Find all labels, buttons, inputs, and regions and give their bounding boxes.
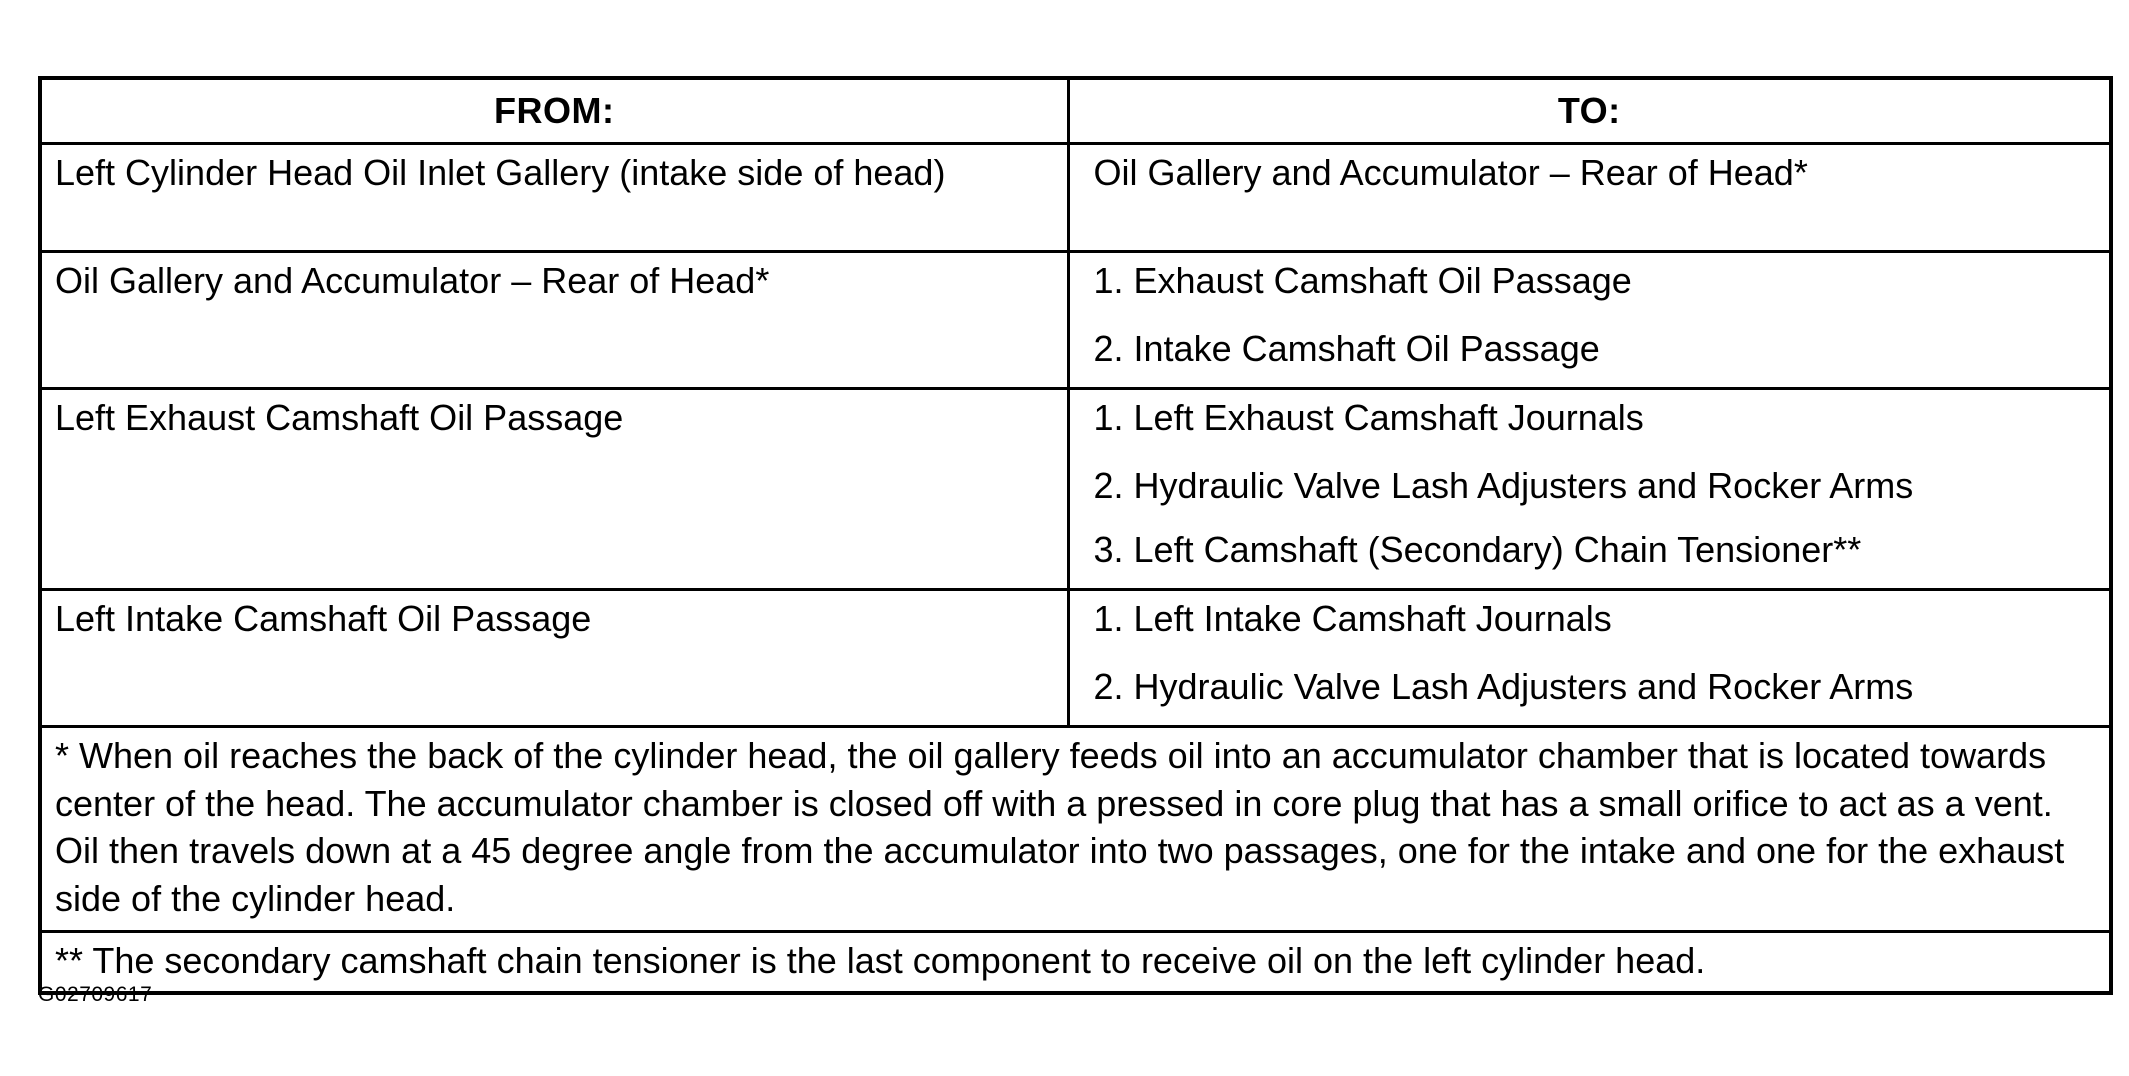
to-list bbox=[1070, 145, 2110, 202]
from-cell bbox=[40, 389, 1068, 590]
to-list bbox=[1070, 253, 2110, 387]
to-cell bbox=[1068, 590, 2111, 727]
note-row bbox=[40, 932, 2111, 993]
to-list bbox=[1070, 591, 2110, 725]
oil-flow-table bbox=[38, 76, 2113, 995]
header-from: FROM: bbox=[40, 78, 1068, 144]
to-item: 1. Left Exhaust Camshaft Journals bbox=[1093, 397, 1644, 438]
from-text: Left Intake Camshaft Oil Passage bbox=[55, 598, 592, 639]
to-item: 3. Left Camshaft (Secondary) Chain Tensioner** bbox=[1093, 529, 1862, 570]
accumulator-note: * When oil reaches the back of the cylinder head, the oil gallery feeds oil into an accumulator chamber that is located towards center of the head. The accumulator chamber is closed off with a pressed in core plug that has a small orifice to act as a vent. Oil then travels down at a 45 degree angle from the accumulator into two passages, one for the intake and one for the exhaust side of the cylinder head. bbox=[55, 735, 2065, 919]
from-text: Left Cylinder Head Oil Inlet Gallery (intake side of head) bbox=[55, 152, 946, 193]
to-item: 2. Hydraulic Valve Lash Adjusters and Rocker Arms bbox=[1093, 666, 1914, 707]
to-list bbox=[1070, 390, 2110, 588]
table-row bbox=[40, 144, 2111, 252]
header-row bbox=[40, 78, 2111, 144]
to-item: 1. Exhaust Camshaft Oil Passage bbox=[1093, 260, 1632, 301]
to-item: 2. Hydraulic Valve Lash Adjusters and Rocker Arms bbox=[1093, 465, 1914, 506]
from-text: Oil Gallery and Accumulator – Rear of Head* bbox=[55, 260, 770, 301]
table-row bbox=[40, 590, 2111, 727]
header-to: TO: bbox=[1068, 78, 2111, 144]
to-cell bbox=[1068, 252, 2111, 389]
to-item: 1. Left Intake Camshaft Journals bbox=[1093, 598, 1612, 639]
note-cell bbox=[40, 932, 2111, 993]
note-row bbox=[40, 727, 2111, 932]
figure-id: G02709617 bbox=[38, 983, 153, 1006]
tensioner-note: ** The secondary camshaft chain tensioner is the last component to receive oil on the left cylinder head. bbox=[55, 940, 1706, 981]
from-text: Left Exhaust Camshaft Oil Passage bbox=[55, 397, 624, 438]
from-cell bbox=[40, 252, 1068, 389]
to-cell bbox=[1068, 144, 2111, 252]
from-cell bbox=[40, 590, 1068, 727]
from-cell bbox=[40, 144, 1068, 252]
to-cell bbox=[1068, 389, 2111, 590]
to-item: 2. Intake Camshaft Oil Passage bbox=[1093, 328, 1600, 369]
table-row bbox=[40, 252, 2111, 389]
to-item: Oil Gallery and Accumulator – Rear of Head* bbox=[1093, 152, 1808, 193]
note-cell bbox=[40, 727, 2111, 932]
table-row bbox=[40, 389, 2111, 590]
